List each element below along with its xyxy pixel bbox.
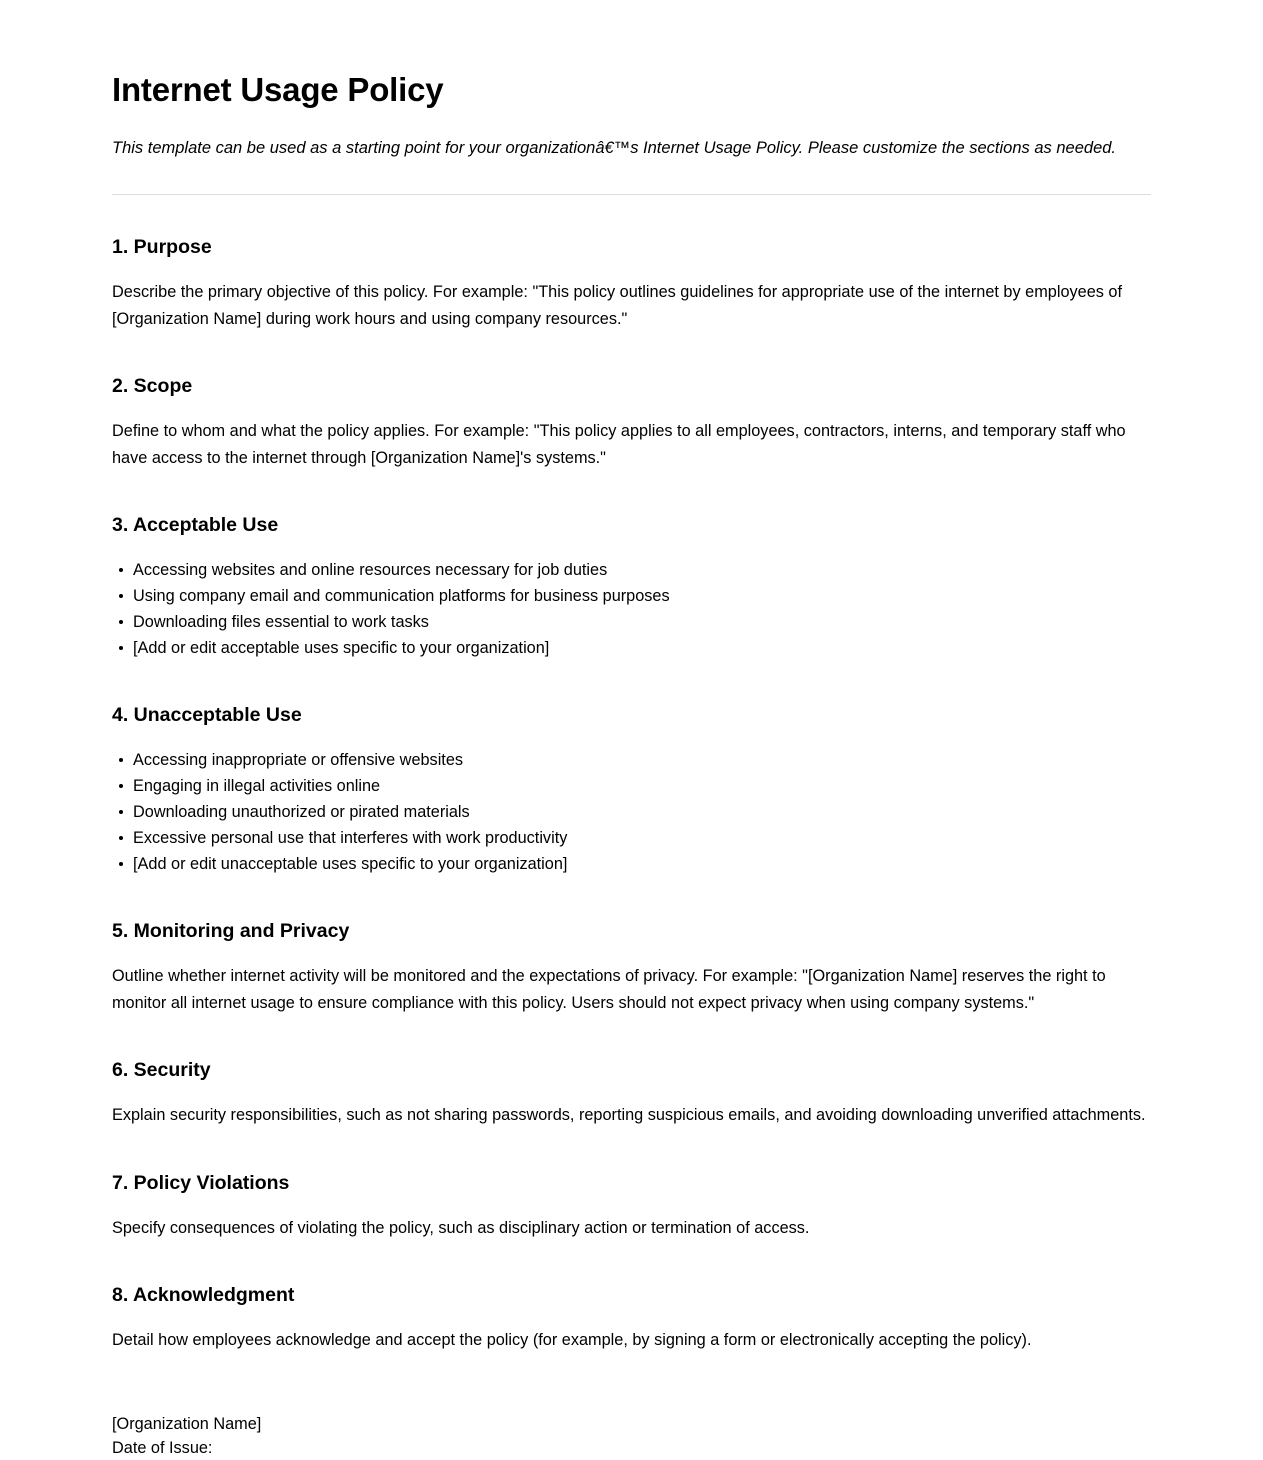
section-scope [112, 374, 1151, 471]
acceptable-use-list [112, 557, 1151, 661]
section-gap [112, 336, 1151, 374]
list-item: Excessive personal use that interferes with work productivity [112, 825, 1151, 851]
footer-date-of-issue: Date of Issue: [112, 1438, 213, 1457]
section-unacceptable-use [112, 703, 1151, 877]
list-item: Using company email and communication platforms for business purposes [112, 583, 1151, 609]
section-purpose [112, 235, 1151, 332]
list-item: Downloading files essential to work tasks [112, 609, 1151, 635]
document-subtitle: This template can be used as a starting point for your organizationâ€™s Internet Usage Policy. Please customize the sections as needed. [112, 139, 1117, 157]
section-gap [112, 1133, 1151, 1171]
list-item: [Add or edit acceptable uses specific to your organization] [112, 635, 1151, 661]
section-paragraph-security: Explain security responsibilities, such as not sharing passwords, reporting suspicious emails, and avoiding downloading unverified attachments. [112, 1106, 1146, 1124]
section-heading-unacceptable-use: 4. Unacceptable Use [112, 704, 302, 726]
list-item: Engaging in illegal activities online [112, 773, 1151, 799]
list-item: Accessing inappropriate or offensive websites [112, 747, 1151, 773]
footer-organization-name: [Organization Name] [112, 1414, 262, 1433]
section-paragraph-acknowledgment: Detail how employees acknowledge and accept the policy (for example, by signing a form or electronically accepting the policy). [112, 1331, 1032, 1349]
section-heading-policy-violations: 7. Policy Violations [112, 1171, 290, 1194]
section-paragraph-purpose: Describe the primary objective of this policy. For example: "This policy outlines guidelines for appropriate use of the internet by employees of [Organization Name] during work hours and using company resources." [112, 283, 1122, 328]
list-item: [Add or edit unacceptable uses specific to your organization] [112, 851, 1151, 877]
list-item: Downloading unauthorized or pirated materials [112, 799, 1151, 825]
section-heading-monitoring-and-privacy: 5. Monitoring and Privacy [112, 920, 350, 942]
section-monitoring-and-privacy [112, 919, 1151, 1016]
section-paragraph-monitoring-and-privacy: Outline whether internet activity will be monitored and the expectations of privacy. For example: "[Organization Name] reserves the right to monitor all internet usage to ensure compliance with this policy. Users should not expect privacy when using company systems." [112, 967, 1106, 1012]
section-gap [112, 665, 1151, 703]
section-gap [112, 1245, 1151, 1283]
header-divider [112, 194, 1151, 195]
section-gap [112, 881, 1151, 919]
section-security [112, 1058, 1151, 1129]
section-paragraph-policy-violations: Specify consequences of violating the policy, such as disciplinary action or termination of access. [112, 1218, 810, 1237]
list-item: Accessing websites and online resources necessary for job duties [112, 557, 1151, 583]
unacceptable-use-list [112, 747, 1151, 877]
section-heading-acceptable-use: 3. Acceptable Use [112, 514, 279, 536]
section-heading-scope: 2. Scope [112, 375, 193, 397]
section-acceptable-use [112, 513, 1151, 661]
section-acknowledgment [112, 1283, 1151, 1354]
policy-document [112, 0, 1151, 1460]
section-heading-acknowledgment: 8. Acknowledgment [112, 1284, 295, 1306]
section-gap [112, 1020, 1151, 1058]
page-title: Internet Usage Policy [112, 71, 444, 108]
section-heading-security: 6. Security [112, 1059, 211, 1081]
document-footer [112, 1412, 1151, 1460]
section-gap [112, 475, 1151, 513]
section-policy-violations [112, 1171, 1151, 1242]
section-paragraph-scope: Define to whom and what the policy applies. For example: "This policy applies to all employees, contractors, interns, and temporary staff who have access to the internet through [Organization Name]'s systems." [112, 422, 1126, 467]
section-heading-purpose: 1. Purpose [112, 236, 212, 258]
